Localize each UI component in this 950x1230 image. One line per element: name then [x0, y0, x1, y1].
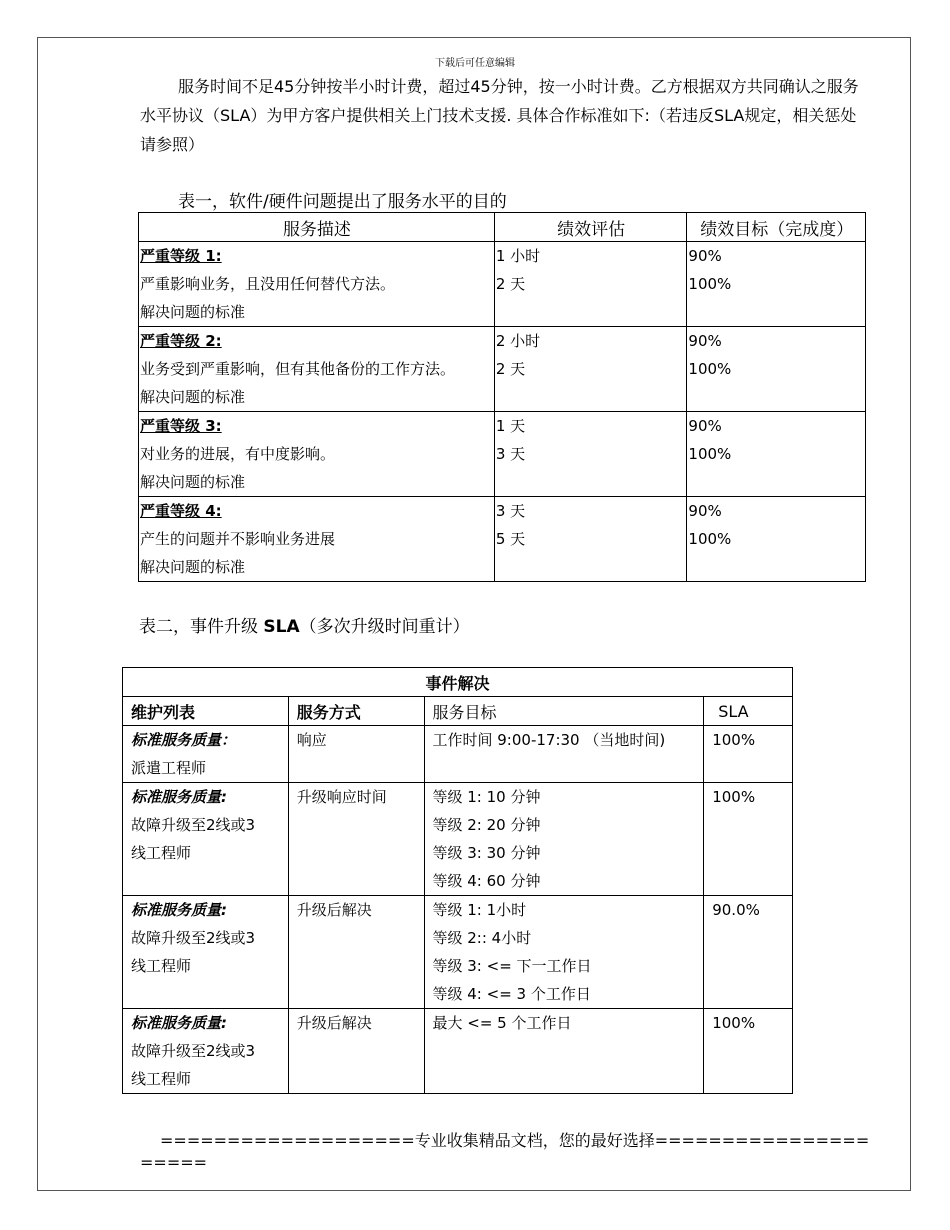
goal-value: 100%	[688, 530, 732, 548]
goal-value: 90%	[688, 502, 722, 520]
service-target: 等级 3: <= 下一工作日	[432, 957, 592, 975]
resolution-standard: 解决问题的标准	[140, 558, 246, 576]
service-target: 等级 2: 20 分钟	[432, 816, 541, 834]
service-target: 等级 4: 60 分钟	[432, 872, 541, 890]
method-cell	[288, 896, 424, 1009]
service-description-cell	[139, 327, 495, 412]
table-row	[139, 497, 866, 582]
sla-level-table	[138, 212, 866, 582]
service-method: 升级响应时间	[296, 788, 387, 806]
severity-description: 产生的问题并不影响业务进展	[140, 530, 336, 548]
column-header: 绩效目标（完成度）	[687, 213, 866, 242]
service-quality-label: 标准服务质量:	[131, 901, 227, 919]
evaluation-cell	[494, 497, 687, 582]
evaluation-value: 2 小时	[495, 332, 541, 350]
column-header: 维护列表	[123, 697, 289, 726]
severity-level: 严重等级 1:	[140, 247, 222, 265]
evaluation-cell	[494, 242, 687, 327]
sla-cell	[704, 783, 793, 896]
service-method: 升级后解决	[296, 901, 372, 919]
goal-cell	[687, 497, 866, 582]
maintenance-cell	[123, 1009, 289, 1094]
column-header: 服务方式	[288, 697, 424, 726]
sla-value: 100%	[712, 1014, 756, 1032]
service-method: 升级后解决	[296, 1014, 372, 1032]
target-cell	[424, 726, 704, 783]
evaluation-value: 1 天	[495, 417, 526, 435]
table1-title: 表一，软件/硬件问题提出了服务水平的目的	[178, 192, 507, 212]
goal-value: 100%	[688, 360, 732, 378]
service-method: 响应	[296, 731, 327, 749]
service-target: 等级 3: 30 分钟	[432, 844, 541, 862]
target-cell	[424, 1009, 704, 1094]
resolution-standard: 解决问题的标准	[140, 388, 246, 406]
goal-value: 90%	[688, 417, 722, 435]
goal-value: 100%	[688, 275, 732, 293]
evaluation-value: 5 天	[495, 530, 526, 548]
evaluation-value: 3 天	[495, 445, 526, 463]
service-target: 最大 <= 5 个工作日	[432, 1014, 572, 1032]
method-cell	[288, 1009, 424, 1094]
table2-title-prefix: 表二，事件升级	[139, 617, 258, 637]
resolution-standard: 解决问题的标准	[140, 303, 246, 321]
service-target: 等级 1: 1小时	[432, 901, 527, 919]
engineer-label: 故障升级至2线或3	[131, 929, 256, 947]
method-cell	[288, 783, 424, 896]
goal-value: 90%	[688, 332, 722, 350]
severity-level: 严重等级 4:	[140, 502, 222, 520]
table2-title-suffix: （多次升级时间重计）	[299, 617, 470, 637]
severity-level: 严重等级 3:	[140, 417, 222, 435]
goal-value: 100%	[688, 445, 732, 463]
sla-cell	[704, 1009, 793, 1094]
target-cell	[424, 783, 704, 896]
table-row	[123, 1009, 793, 1094]
sla-value: 90.0%	[712, 901, 760, 919]
page-header: 下载后可任意编辑	[435, 58, 515, 69]
table-header-row	[123, 697, 793, 726]
evaluation-value: 2 天	[495, 360, 526, 378]
table-row	[139, 242, 866, 327]
service-description-cell	[139, 497, 495, 582]
engineer-label: 线工程师	[131, 1070, 192, 1088]
sla-value: 100%	[712, 788, 756, 806]
footer-banner	[140, 1130, 870, 1174]
goal-cell	[687, 327, 866, 412]
engineer-label: 故障升级至2线或3	[131, 816, 256, 834]
intro-text: 服务时间不足45分钟按半小时计费，超过45分钟，按一小时计费。乙方根据双方共同确认之服务水平协议（SLA）为甲方客户提供相关上门技术支援. 具体合作标准如下:（若违反SLA规定，相关惩处请参照）	[140, 77, 859, 154]
evaluation-value: 2 天	[495, 275, 526, 293]
severity-description: 对业务的进展，有中度影响。	[140, 445, 336, 463]
table-row	[123, 896, 793, 1009]
engineer-label: 线工程师	[131, 957, 192, 975]
sla-cell	[704, 896, 793, 1009]
resolution-standard: 解决问题的标准	[140, 473, 246, 491]
severity-description: 严重影响业务，且没用任何替代方法。	[140, 275, 396, 293]
maintenance-cell	[123, 783, 289, 896]
engineer-label: 故障升级至2线或3	[131, 1042, 256, 1060]
severity-description: 业务受到严重影响，但有其他备份的工作方法。	[140, 360, 456, 378]
service-quality-label: 标准服务质量:	[131, 788, 227, 806]
maintenance-cell	[123, 726, 289, 783]
table-header-row	[139, 213, 866, 242]
evaluation-value: 3 天	[495, 502, 526, 520]
column-header: 绩效评估	[494, 213, 687, 242]
table2-title-sla: SLA	[263, 617, 300, 637]
service-description-cell	[139, 242, 495, 327]
column-header: 服务描述	[139, 213, 495, 242]
table-row	[139, 412, 866, 497]
engineer-label: 线工程师	[131, 844, 192, 862]
service-description-cell	[139, 412, 495, 497]
column-header: 服务目标	[424, 697, 704, 726]
method-cell	[288, 726, 424, 783]
merged-header: 事件解决	[123, 668, 793, 697]
maintenance-cell	[123, 896, 289, 1009]
service-target: 工作时间 9:00-17:30 （当地时间)	[432, 731, 666, 749]
severity-level: 严重等级 2:	[140, 332, 222, 350]
table-row	[139, 327, 866, 412]
goal-value: 90%	[688, 247, 722, 265]
goal-cell	[687, 412, 866, 497]
service-quality-label: 标准服务质量：	[131, 731, 237, 749]
escalation-sla-table	[122, 667, 793, 1094]
sla-cell	[704, 726, 793, 783]
target-cell	[424, 896, 704, 1009]
intro-paragraph	[140, 72, 870, 159]
service-target: 等级 4: <= 3 个工作日	[432, 985, 591, 1003]
merged-header-row	[123, 668, 793, 697]
service-quality-label: 标准服务质量:	[131, 1014, 227, 1032]
sla-value: 100%	[712, 731, 756, 749]
table2-title	[139, 612, 470, 637]
table-row	[123, 726, 793, 783]
evaluation-cell	[494, 412, 687, 497]
evaluation-value: 1 小时	[495, 247, 541, 265]
footer-text: ===================专业收集精品文档，您的最好选择=====================	[140, 1131, 870, 1172]
engineer-label: 派遣工程师	[131, 759, 207, 777]
service-target: 等级 2:: 4小时	[432, 929, 532, 947]
evaluation-cell	[494, 327, 687, 412]
column-header: SLA	[704, 697, 793, 726]
goal-cell	[687, 242, 866, 327]
service-target: 等级 1: 10 分钟	[432, 788, 541, 806]
table-row	[123, 783, 793, 896]
